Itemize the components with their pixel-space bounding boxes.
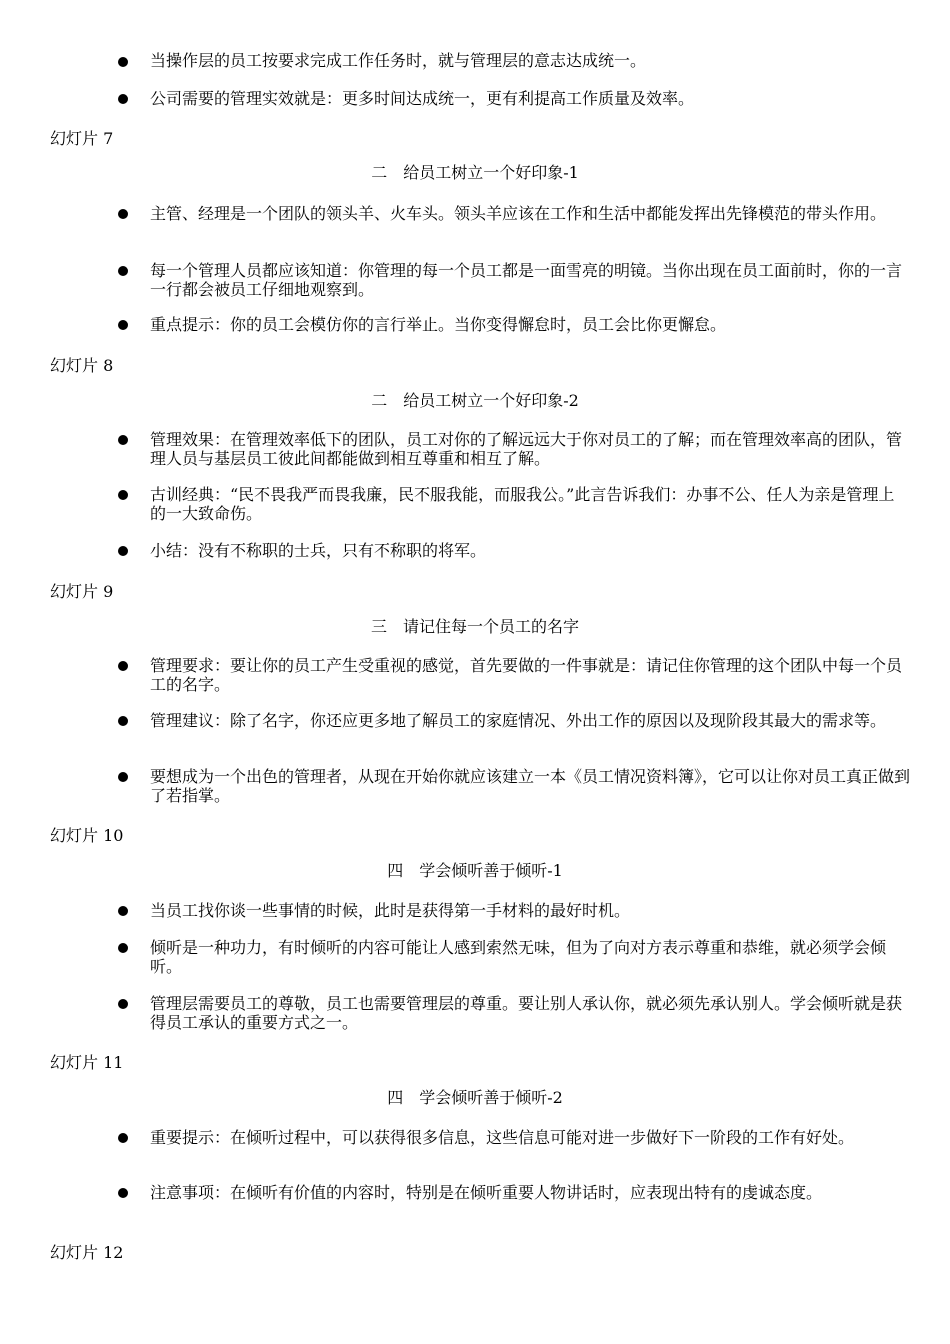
bullet-icon [118, 906, 128, 916]
bullet-text: 每一个管理人员都应该知道：你管理的每一个员工都是一面雪亮的明镜。当你出现在员工面前时，你的一言一行都会被员工仔细地观察到。 [150, 261, 903, 299]
slide-title: 三 请记住每一个员工的名字 [370, 617, 579, 636]
slide-title: 四 学会倾听善于倾听-2 [387, 1088, 563, 1107]
slide-label: 幻灯片 12 [50, 1243, 124, 1262]
bullet-icon [118, 999, 128, 1009]
bullet-text: 重要提示：在倾听过程中，可以获得很多信息，这些信息可能对进一步做好下一阶段的工作有好处。 [150, 1128, 855, 1147]
bullet-icon [118, 435, 128, 445]
bullet-icon [118, 546, 128, 556]
bullet-text: 管理要求：要让你的员工产生受重视的感觉，首先要做的一件事就是：请记住你管理的这个团队中每一个员工的名字。 [150, 656, 903, 694]
bullet-icon [118, 772, 128, 782]
bullet-icon [118, 1188, 128, 1198]
bullet-icon [118, 320, 128, 330]
bullet-icon [118, 661, 128, 671]
bullet-text: 要想成为一个出色的管理者，从现在开始你就应该建立一本《员工情况资料簿》，它可以让你对员工真正做到了若指掌。 [150, 767, 911, 805]
bullet-text: 管理层需要员工的尊敬，员工也需要管理层的尊重。要让别人承认你，就必须先承认别人。学会倾听就是获得员工承认的重要方式之一。 [150, 994, 903, 1032]
slide-label: 幻灯片 8 [50, 356, 114, 375]
slide-label: 幻灯片 10 [50, 826, 124, 845]
bullet-text: 管理建议：除了名字，你还应更多地了解员工的家庭情况、外出工作的原因以及现阶段其最大的需求等。 [150, 711, 887, 730]
bullet-icon [118, 57, 128, 67]
bullet-text: 小结：没有不称职的士兵，只有不称职的将军。 [150, 541, 487, 560]
bullet-text: 注意事项：在倾听有价值的内容时，特别是在倾听重要人物讲话时，应表现出特有的虔诚态度。 [150, 1183, 823, 1202]
bullet-icon [118, 943, 128, 953]
slide-title: 二 给员工树立一个好印象-2 [371, 391, 579, 410]
bullet-icon [118, 94, 128, 104]
slide-title: 二 给员工树立一个好印象-1 [371, 163, 579, 182]
slide-title: 四 学会倾听善于倾听-1 [387, 861, 563, 880]
slide-label: 幻灯片 9 [50, 582, 114, 601]
bullet-icon [118, 209, 128, 219]
bullet-text: 倾听是一种功力，有时倾听的内容可能让人感到索然无味，但为了向对方表示尊重和恭维，就必须学会倾听。 [150, 938, 887, 976]
bullet-text: 古训经典：“民不畏我严而畏我廉，民不服我能，而服我公。”此言告诉我们：办事不公、任人为亲是管理上的一大致命伤。 [150, 485, 895, 523]
bullet-text: 重点提示：你的员工会模仿你的言行举止。当你变得懈怠时，员工会比你更懈怠。 [150, 315, 727, 334]
bullet-icon [118, 1133, 128, 1143]
bullet-icon [118, 266, 128, 276]
bullet-text: 当员工找你谈一些事情的时候，此时是获得第一手材料的最好时机。 [150, 901, 631, 920]
slide-label: 幻灯片 7 [50, 129, 114, 148]
bullet-icon [118, 716, 128, 726]
bullet-text: 管理效果：在管理效率低下的团队，员工对你的了解远远大于你对员工的了解；而在管理效率高的团队，管理人员与基层员工彼此间都能做到相互尊重和相互了解。 [150, 430, 903, 468]
bullet-text: 当操作层的员工按要求完成工作任务时，就与管理层的意志达成统一。 [150, 51, 647, 70]
bullet-text: 公司需要的管理实效就是：更多时间达成统一，更有利提高工作质量及效率。 [150, 89, 695, 108]
slide-label: 幻灯片 11 [50, 1053, 124, 1072]
bullet-text: 主管、经理是一个团队的领头羊、火车头。领头羊应该在工作和生活中都能发挥出先锋模范的带头作用。 [150, 204, 887, 223]
bullet-icon [118, 490, 128, 500]
